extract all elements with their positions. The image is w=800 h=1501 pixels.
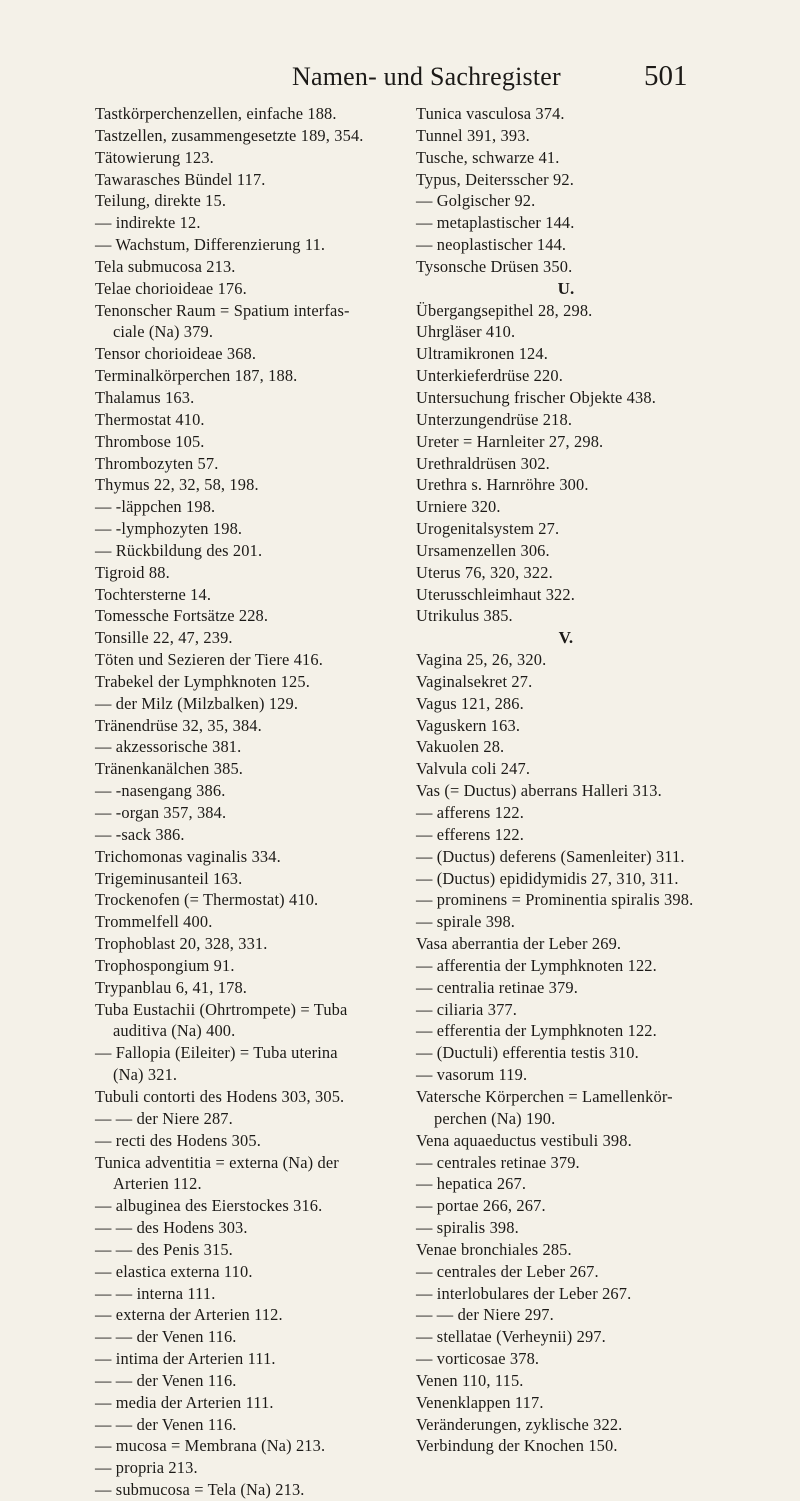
- index-entry: Vagina 25, 26, 320.: [416, 650, 547, 670]
- index-entry: — centrales retinae 379.: [416, 1152, 580, 1172]
- index-entry: perchen (Na) 190.: [434, 1108, 556, 1128]
- index-entry: Vasa aberrantia der Leber 269.: [416, 934, 622, 954]
- index-entry: Urethraldrüsen 302.: [416, 453, 550, 473]
- index-entry: — intima der Arterien 111.: [95, 1349, 276, 1369]
- index-entry: Uterusschleimhaut 322.: [416, 584, 575, 604]
- index-entry: Urniere 320.: [416, 497, 501, 517]
- index-entry: Töten und Sezieren der Tiere 416.: [95, 650, 323, 670]
- index-entry: — Rückbildung des 201.: [95, 540, 263, 560]
- index-entry: — prominens = Prominentia spiralis 398.: [416, 890, 694, 910]
- index-entry: — akzessorische 381.: [95, 737, 242, 757]
- index-entry: — -nasengang 386.: [95, 781, 226, 801]
- index-entry: — Golgischer 92.: [416, 191, 536, 211]
- index-entry: — afferentia der Lymphknoten 122.: [416, 955, 657, 975]
- index-entry: Thermostat 410.: [95, 409, 205, 429]
- index-entry: Ultramikronen 124.: [416, 344, 548, 364]
- index-entry: Thymus 22, 32, 58, 198.: [95, 475, 259, 495]
- index-entry: Tätowierung 123.: [95, 147, 214, 167]
- index-entry: — der Milz (Milzbalken) 129.: [95, 693, 299, 713]
- index-entry: Venae bronchiales 285.: [416, 1239, 572, 1259]
- section-letter-heading: U.: [557, 278, 575, 298]
- index-entry: Tastzellen, zusammengesetzte 189, 354.: [95, 125, 364, 145]
- index-entry: Trichomonas vaginalis 334.: [95, 846, 281, 866]
- index-entry: — stellatae (Verheynii) 297.: [416, 1327, 606, 1347]
- index-entry: — afferens 122.: [416, 803, 524, 822]
- index-entry: — vasorum 119.: [416, 1065, 528, 1085]
- index-entry: Tunica adventitia = externa (Na) der: [95, 1152, 339, 1172]
- index-entry: Valvula coli 247.: [416, 759, 531, 779]
- index-entry: — elastica externa 110.: [95, 1261, 253, 1281]
- index-entry: Übergangsepithel 28, 298.: [416, 300, 593, 320]
- index-entry: Vena aquaeductus vestibuli 398.: [416, 1130, 632, 1150]
- index-entry: Vatersche Körperchen = Lamellenkör-: [416, 1086, 673, 1106]
- index-entry: — (Ductus) deferens (Samenleiter) 311.: [416, 846, 685, 866]
- index-entry: — efferentia der Lymphknoten 122.: [416, 1021, 657, 1041]
- index-entry: — externa der Arterien 112.: [95, 1305, 283, 1325]
- index-entry: Tusche, schwarze 41.: [416, 147, 560, 167]
- index-entry: Trabekel der Lymphknoten 125.: [95, 671, 310, 691]
- index-entry: — hepatica 267.: [416, 1174, 527, 1194]
- index-entry: — Fallopia (Eileiter) = Tuba uterina: [95, 1043, 338, 1063]
- index-entry: Utrikulus 385.: [416, 606, 513, 626]
- index-entry: Ureter = Harnleiter 27, 298.: [416, 431, 604, 451]
- index-entry: — -lymphozyten 198.: [95, 519, 243, 539]
- index-entry: — submucosa = Tela (Na) 213.: [95, 1480, 305, 1500]
- index-entry: — — der Niere 297.: [416, 1305, 554, 1325]
- index-entry: Venenklappen 117.: [416, 1392, 544, 1412]
- index-entry: Tela submucosa 213.: [95, 256, 236, 276]
- section-letter-heading: V.: [558, 628, 574, 648]
- index-entry: Unterzungendrüse 218.: [416, 409, 573, 429]
- index-entry: Veränderungen, zyklische 322.: [416, 1414, 623, 1434]
- index-entry: Venen 110, 115.: [416, 1370, 524, 1390]
- index-entry: — recti des Hodens 305.: [95, 1130, 261, 1150]
- index-entry: Tubuli contorti des Hodens 303, 305.: [95, 1086, 345, 1106]
- index-entry: — spirale 398.: [416, 912, 516, 932]
- index-entry: Tensor chorioideae 368.: [95, 344, 257, 364]
- index-entry: Tomessche Fortsätze 228.: [95, 606, 269, 626]
- index-entry: — indirekte 12.: [95, 213, 201, 233]
- index-entry: — media der Arterien 111.: [95, 1392, 274, 1412]
- index-entry: Thrombozyten 57.: [95, 453, 219, 473]
- index-entry: Trypanblau 6, 41, 178.: [95, 977, 248, 997]
- index-entry: Uhrgläser 410.: [416, 322, 516, 342]
- index-entry: Thrombose 105.: [95, 431, 205, 451]
- index-entry: Vaguskern 163.: [416, 715, 521, 735]
- index-entry: — — des Hodens 303.: [95, 1218, 248, 1238]
- index-entry: Untersuchung frischer Objekte 438.: [416, 387, 656, 407]
- index-entry: Vaginalsekret 27.: [416, 671, 533, 691]
- index-entry: Urogenitalsystem 27.: [416, 519, 560, 539]
- index-entry: auditiva (Na) 400.: [113, 1021, 236, 1041]
- index-entry: Trommelfell 400.: [95, 912, 213, 932]
- index-entry: — ciliaria 377.: [416, 999, 518, 1019]
- page-number: 501: [644, 60, 688, 92]
- index-entry: Tigroid 88.: [95, 562, 170, 582]
- index-entry: — neoplastischer 144.: [416, 235, 567, 255]
- index-entry: — (Ductus) epididymidis 27, 310, 311.: [416, 868, 679, 888]
- index-entry: Trigeminusanteil 163.: [95, 868, 243, 888]
- index-entry: — portae 266, 267.: [416, 1196, 546, 1216]
- index-entry: Tawarasches Bündel 117.: [95, 169, 266, 189]
- index-entry: Vas (= Ductus) aberrans Halleri 313.: [416, 781, 662, 801]
- index-column-right: [416, 103, 756, 1457]
- index-entry: — centrales der Leber 267.: [416, 1261, 599, 1281]
- index-entry: — metaplastischer 144.: [416, 213, 575, 233]
- index-entry: — mucosa = Membrana (Na) 213.: [95, 1436, 326, 1456]
- index-entry: Tränenkanälchen 385.: [95, 759, 244, 779]
- index-entry: — propria 213.: [95, 1458, 198, 1478]
- index-entry: Tränendrüse 32, 35, 384.: [95, 715, 262, 735]
- index-entry: — — der Venen 116.: [95, 1370, 237, 1390]
- index-entry: Arterien 112.: [113, 1174, 202, 1194]
- page-header-title: Namen- und Sachregister: [292, 62, 561, 91]
- index-entry: Verbindung der Knochen 150.: [416, 1436, 618, 1456]
- index-entry: Trophospongium 91.: [95, 955, 235, 975]
- index-entry: Typus, Deitersscher 92.: [416, 169, 574, 189]
- index-entry: Tysonsche Drüsen 350.: [416, 256, 573, 276]
- index-entry: (Na) 321.: [113, 1065, 178, 1085]
- index-entry: Tastkörperchenzellen, einfache 188.: [95, 104, 337, 123]
- index-entry: Unterkieferdrüse 220.: [416, 366, 563, 386]
- index-entry: — — der Venen 116.: [95, 1414, 237, 1434]
- index-entry: Tenonscher Raum = Spatium interfas-: [95, 300, 350, 320]
- running-head: [0, 62, 800, 102]
- index-entry: Teilung, direkte 15.: [95, 191, 227, 211]
- index-entry: — vorticosae 378.: [416, 1349, 540, 1369]
- index-entry: — efferens 122.: [416, 824, 524, 844]
- index-entry: — -sack 386.: [95, 824, 185, 844]
- index-entry: — interlobulares der Leber 267.: [416, 1283, 632, 1303]
- index-entry: Vakuolen 28.: [416, 737, 505, 757]
- index-entry: Trockenofen (= Thermostat) 410.: [95, 890, 319, 910]
- index-entry: — — interna 111.: [95, 1283, 216, 1303]
- index-entry: — (Ductuli) efferentia testis 310.: [416, 1043, 639, 1063]
- index-entry: Uterus 76, 320, 322.: [416, 562, 553, 582]
- index-entry: Thalamus 163.: [95, 387, 195, 407]
- index-entry: Tonsille 22, 47, 239.: [95, 628, 233, 648]
- index-entry: — albuginea des Eierstockes 316.: [95, 1196, 323, 1216]
- index-entry: Ursamenzellen 306.: [416, 540, 550, 560]
- index-entry: Tuba Eustachii (Ohrtrompete) = Tuba: [95, 999, 348, 1019]
- index-entry: Tochtersterne 14.: [95, 584, 212, 604]
- index-entry: Urethra s. Harnröhre 300.: [416, 475, 589, 495]
- index-entry: — spiralis 398.: [416, 1218, 519, 1238]
- index-entry: Vagus 121, 286.: [416, 693, 524, 713]
- index-entry: — — der Venen 116.: [95, 1327, 237, 1347]
- index-entry: — Wachstum, Differenzierung 11.: [95, 235, 326, 255]
- index-entry: Terminalkörperchen 187, 188.: [95, 366, 298, 386]
- index-entry: — -läppchen 198.: [95, 497, 216, 517]
- index-entry: Trophoblast 20, 328, 331.: [95, 934, 268, 954]
- index-entry: — — des Penis 315.: [95, 1239, 233, 1259]
- index-entry: — -organ 357, 384.: [95, 803, 227, 822]
- index-entry: Tunica vasculosa 374.: [416, 104, 565, 123]
- index-entry: — centralia retinae 379.: [416, 977, 578, 997]
- index-entry: Telae chorioideae 176.: [95, 278, 247, 298]
- index-entry: Tunnel 391, 393.: [416, 125, 530, 145]
- index-column-left: [95, 103, 450, 1501]
- index-entry: — — der Niere 287.: [95, 1108, 233, 1128]
- index-entry: ciale (Na) 379.: [113, 322, 214, 342]
